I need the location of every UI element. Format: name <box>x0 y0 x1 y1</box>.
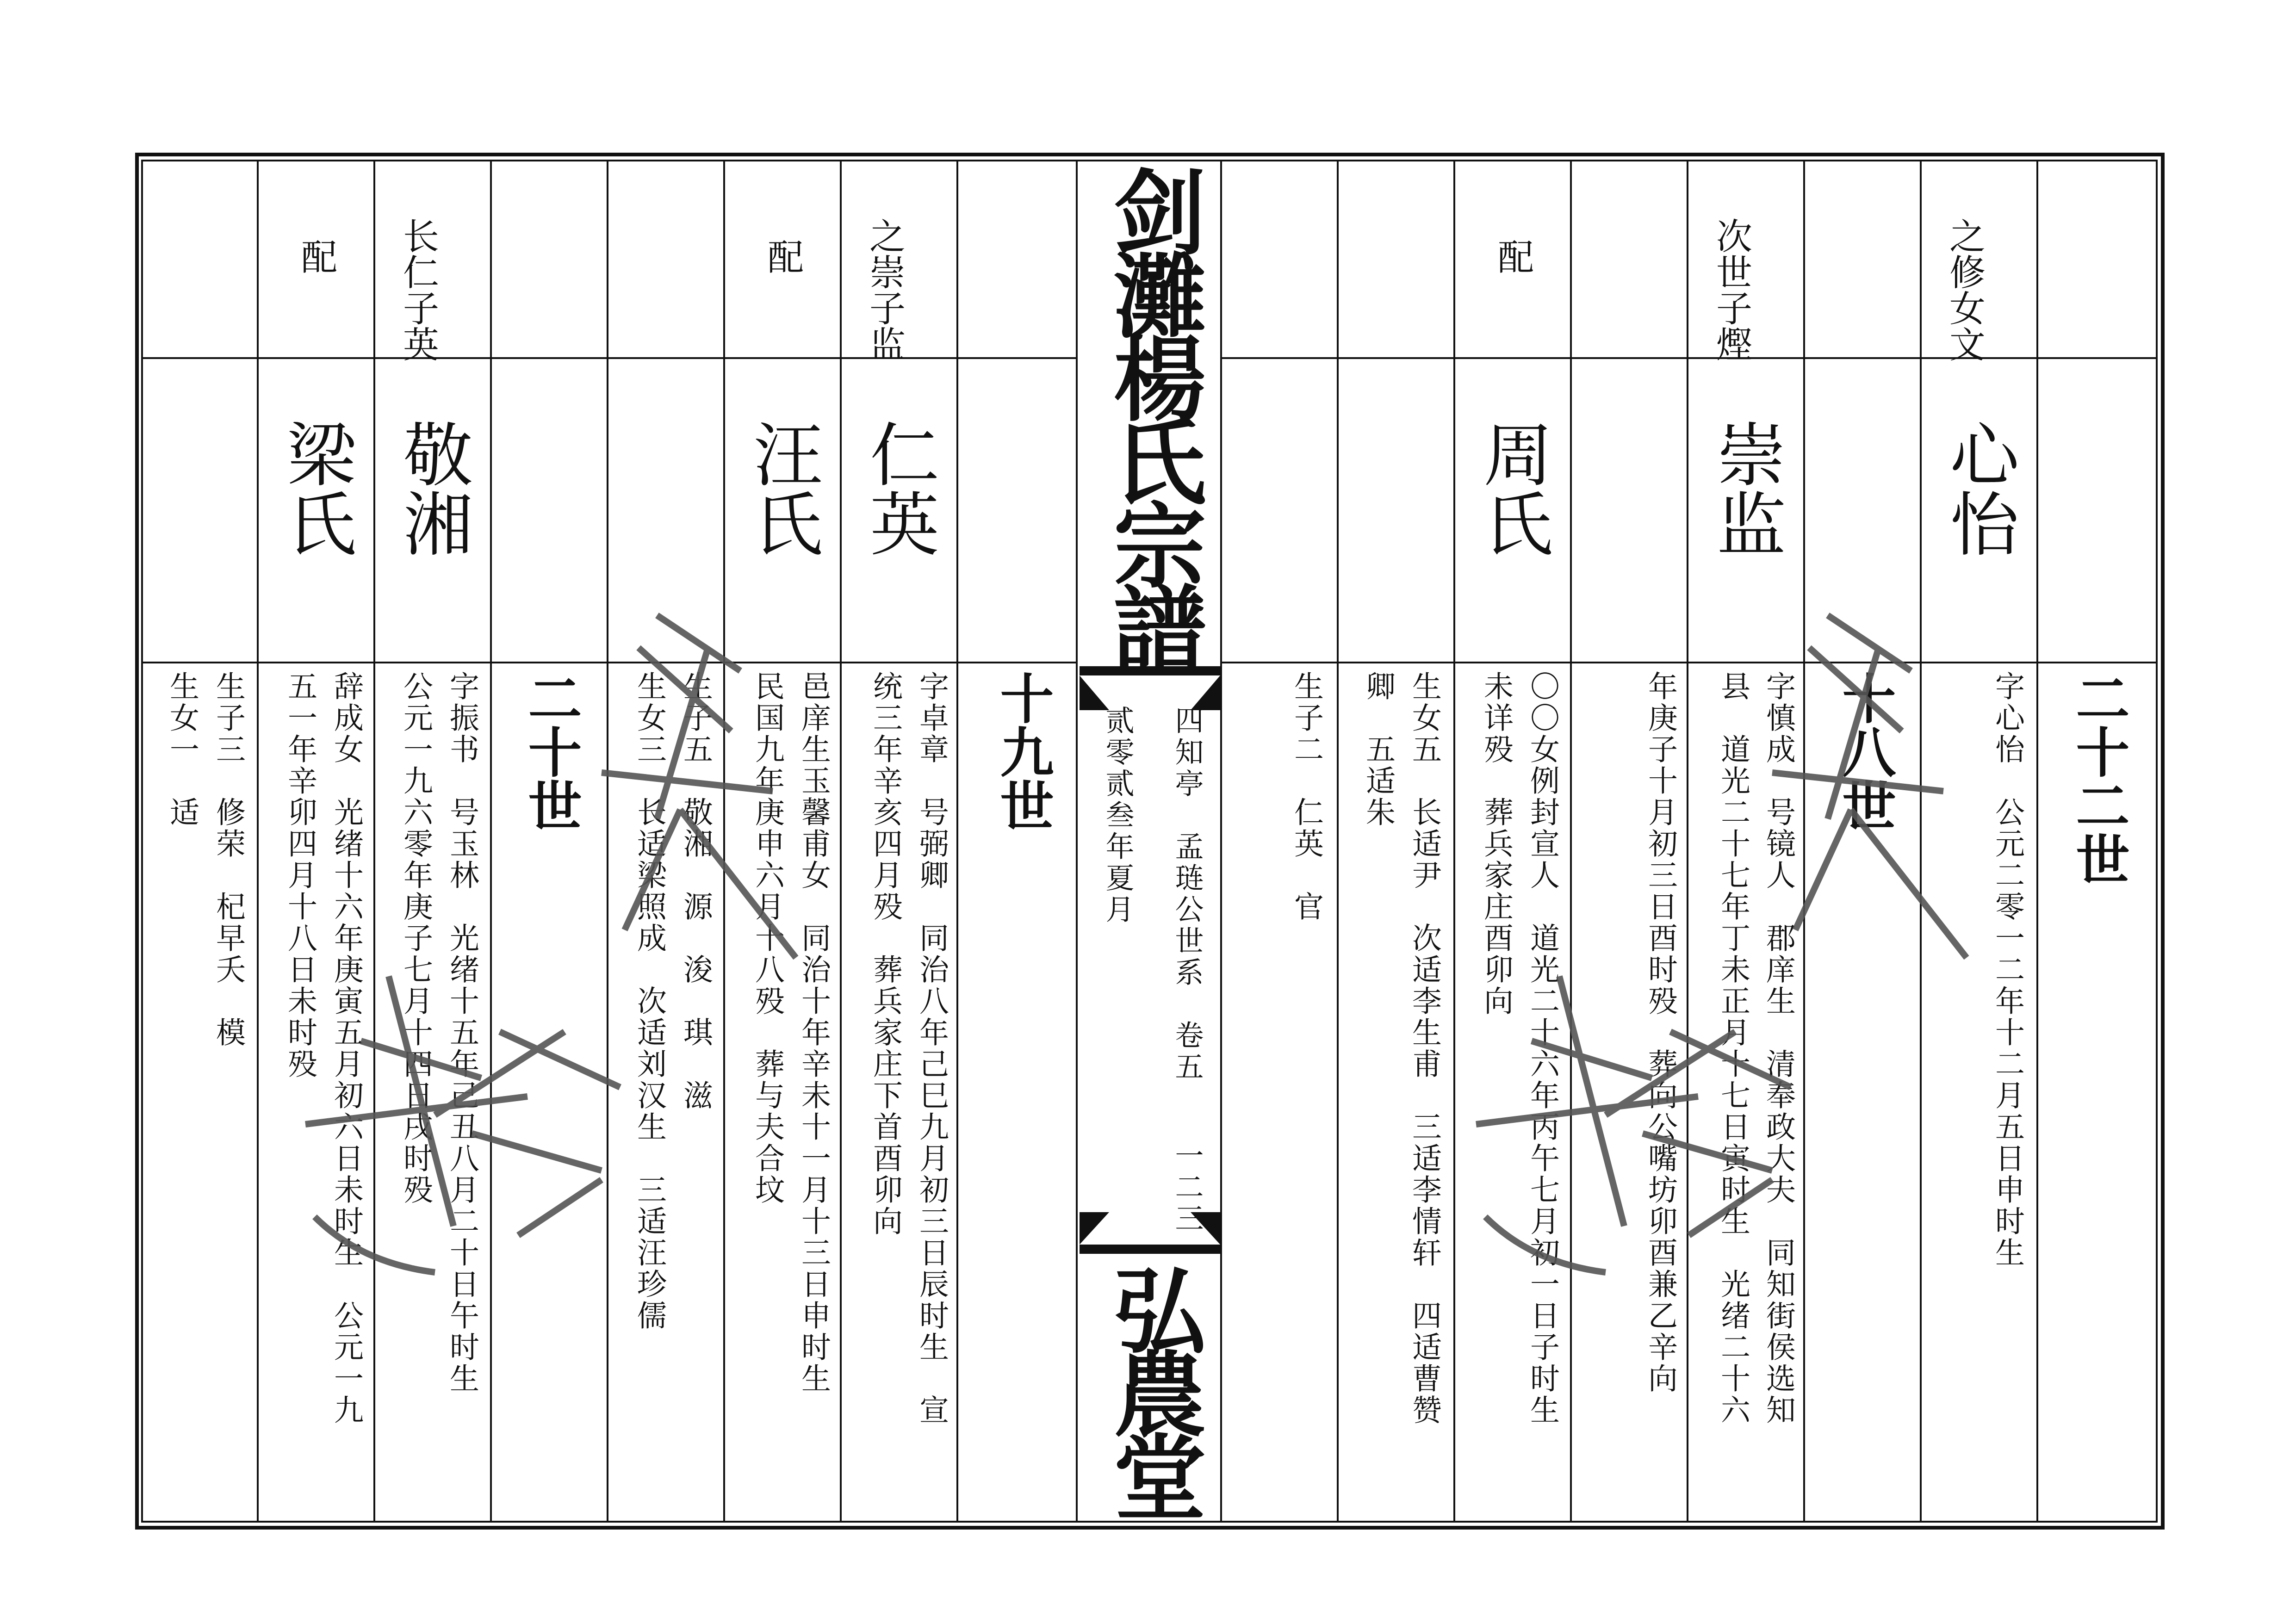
spine-band-top <box>1080 666 1220 710</box>
biography-line: 字心怡 公元二零一二年十二月五日申时生 <box>1990 671 2024 1269</box>
edition-date: 贰零贰叁年夏月 <box>1101 706 1135 926</box>
row-rule <box>1220 357 2158 359</box>
children-sons: 生子二 仁英 官 <box>1289 671 1323 923</box>
relation-label: 配 <box>1492 238 1533 274</box>
relation-label: 之修女文 <box>1943 217 1985 362</box>
edition-branch: 四知亭 <box>1170 706 1204 800</box>
relation-label: 次世子熞 <box>1710 217 1752 362</box>
biography-line: 字慎成 号镜人 郡庠生 清奉政大夫 同知街侯选知 <box>1761 671 1795 1426</box>
page-number: 一二三 <box>1170 1140 1204 1235</box>
person-name: 心怡 <box>1938 419 2018 558</box>
children-daughters: 生女三 长适梁照成 次适刘汉生 三适汪珍儒 <box>632 671 666 1332</box>
watermark-seal-left <box>241 578 842 1295</box>
generation-label: 十九世 <box>991 671 1054 832</box>
person-name: 崇监 <box>1705 419 1785 558</box>
row-rule <box>141 357 1077 359</box>
generation-label: 二十世 <box>519 671 582 832</box>
spouse-name: 梁氏 <box>275 419 355 558</box>
person-name: 仁英 <box>858 419 938 558</box>
children-daughters: 生女五 长适尹 次适李生甫 三适李情轩 四适曹赞 <box>1407 671 1441 1426</box>
relation-label: 配 <box>295 238 337 274</box>
biography-line: 辞成女 光绪十六年庚寅五月初六日未时生 公元一九 <box>329 671 363 1426</box>
biography-line: 邑庠生玉馨甫女 同治十年辛未十一月十三日申时生 <box>796 671 831 1394</box>
column-rule <box>2036 160 2038 1523</box>
watermark-seal-right <box>1411 578 2013 1295</box>
edition-branch-line <box>1171 706 1203 1083</box>
biography-line: 〇〇女例封宣人 道光二十六年丙午七月初一日子时生 <box>1525 671 1559 1426</box>
children-sons: 生子五 敬湘 源 浚 琪 滋 <box>678 671 713 1111</box>
spouse-name: 周氏 <box>1471 419 1552 558</box>
hall-name: 弘農堂 <box>1098 1263 1207 1513</box>
biography-line: 民国九年庚申六月十八殁 葬与夫合坟 <box>750 671 784 1206</box>
column-rule <box>1076 160 1078 1523</box>
biography-line: 年庚子十月初三日酉时殁 葬向公嘴坊卯酉兼乙辛向 <box>1643 671 1677 1394</box>
biography-line: 字卓章 号弼卿 同治八年己巳九月初三日辰时生 宣 <box>914 671 949 1426</box>
relation-label: 长仁子英 <box>397 217 439 362</box>
spouse-name: 汪氏 <box>741 419 822 558</box>
generation-label: 二十二世 <box>2067 671 2130 886</box>
column-rule <box>956 160 958 1523</box>
edition-volume: 卷五 <box>1170 1020 1204 1083</box>
edition-lineage: 孟琏公世系 <box>1170 831 1204 989</box>
biography-line: 统三年辛亥四月殁 葬兵家庄下首酉卯向 <box>868 671 902 1237</box>
generation-label: 十八世 <box>1833 671 1896 832</box>
relation-label: 配 <box>762 238 803 274</box>
biography-line: 字振书 号玉林 光绪十五年己丑八月二十日午时生 <box>445 671 479 1394</box>
relation-label: 之崇子监 <box>863 217 905 362</box>
biography-line: 五一年辛卯四月十八日未时殁 <box>283 671 317 1080</box>
children-sons: 生子三 修荣 杞早夭 模 <box>211 671 245 1048</box>
biography-line: 县 道光二十七年丁未正月十七日寅时生 光绪二十六 <box>1716 671 1750 1426</box>
biography-line: 未详殁 葬兵家庄酉卯向 <box>1479 671 1513 1017</box>
biography-line: 公元一九六零年庚子七月十四日戌时殁 <box>398 671 433 1206</box>
children-daughters-cont: 卿 五适朱 <box>1361 671 1395 828</box>
column-rule <box>1337 160 1339 1523</box>
book-title: 剑灘楊氏宗譜 <box>1098 164 1207 664</box>
person-name: 敬湘 <box>391 419 472 558</box>
children-daughters: 生女一 适 <box>165 671 199 828</box>
